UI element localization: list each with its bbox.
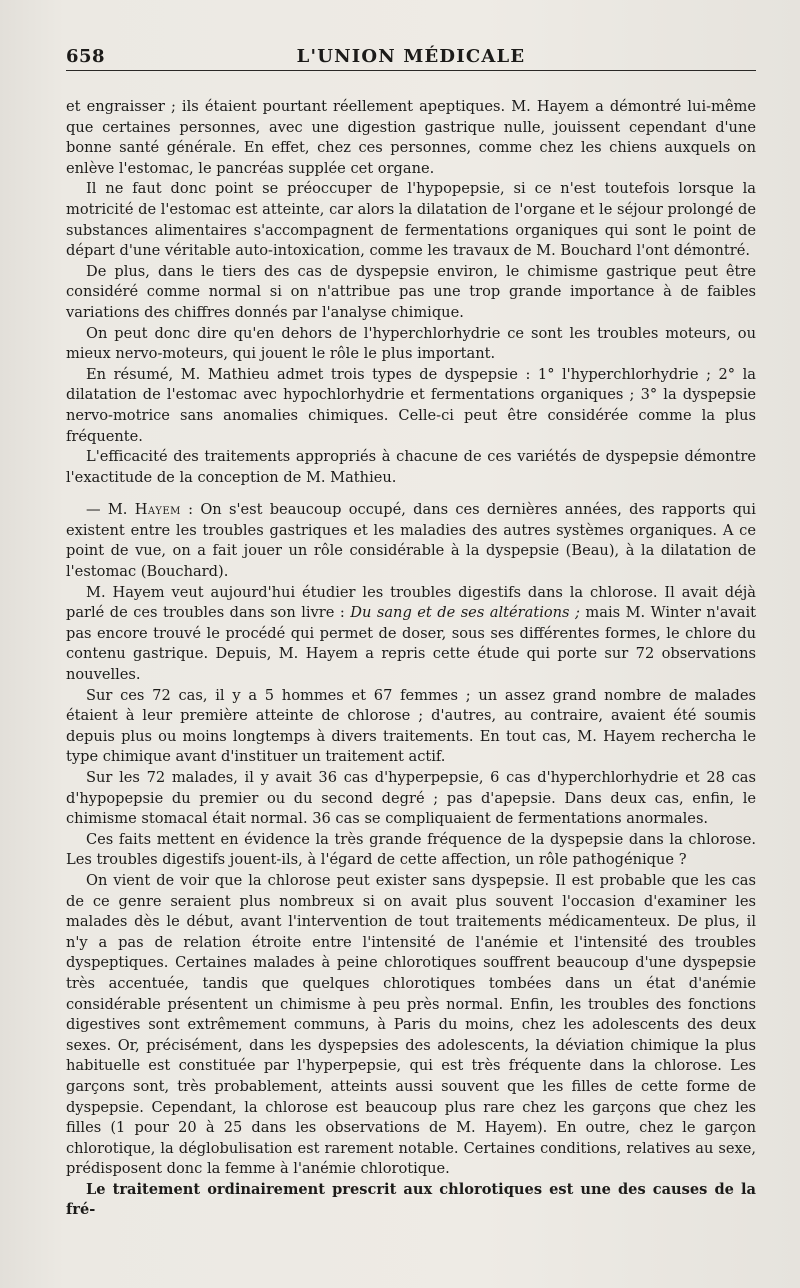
page-number: 658: [66, 46, 106, 67]
paragraph: De plus, dans le tiers des cas de dyspepsie environ, le chimisme gastrique peut être considéré comme normal si on n'attribue pas une trop grande importance à de faibles variations des chiffres donnés par l'analyse chimique.: [66, 262, 756, 321]
running-title: L'UNION MÉDICALE: [296, 46, 526, 67]
paragraph: L'efficacité des traitements appropriés à chacune de ces variétés de dyspepsie démontre l'exactitude de la conception de M. Mathieu.: [66, 448, 756, 486]
paragraph-continued: Le traitement ordinairement prescrit aux chlorotiques est une des causes de la fré-: [66, 1180, 756, 1219]
paragraph: On peut donc dire qu'en dehors de l'hyperchlorhydrie ce sont les troubles moteurs, ou mieux nervo-moteurs, qui jouent le rôle le plus important.: [66, 324, 756, 363]
article-body: [66, 97, 756, 1221]
paragraph: Il ne faut donc point se préoccuper de l'hypopepsie, si ce n'est toutefois lorsque la motricité de l'estomac est atteinte, car alors la dilatation de l'organe et le séjour prolongé de substances alimentaires s'accompagnent de fermentations organiques qui sont le point de départ d'une véritable auto-intoxication, comme les travaux de M. Bouchard l'ont démontré.: [66, 180, 756, 260]
paragraph-text: M. Hayem veut aujourd'hui étudier les troubles digestifs dans la chlorose. Il avait déjà parlé de ces troubles dans son livre :: [66, 583, 756, 622]
paragraph-text: mais M. Winter n'avait pas encore trouvé le procédé qui permet de doser, sous ses différentes formes, le chlore du contenu gastrique. Depuis, M. Hayem a repris cette étude qui porte sur 72 observations nouvelles.: [66, 604, 756, 684]
paragraph: Ces faits mettent en évidence la très grande fréquence de la dyspepsie dans la chlorose. Les troubles digestifs jouent-ils, à l'égard de cette affection, un rôle pathogénique ?: [66, 830, 756, 869]
paragraph-with-book-title: [66, 583, 756, 686]
paragraph: Sur les 72 malades, il y avait 36 cas d'hyperpepsie, 6 cas d'hyperchlorhydrie et 28 cas d'hypopepsie du premier ou du second degré ; pas d'apepsie. Dans deux cas, enfin, le chimisme stomacal était normal. 36 cas se compliquaient de fermentations anormales.: [66, 769, 756, 828]
speaker-name: Hayem: [134, 501, 181, 519]
paragraph-text: : On s'est beaucoup occupé, dans ces dernières années, des rapports qui existent entre les troubles gastriques et les maladies des autres systèmes organiques. A ce point de vue, on a fait jouer un rôle considérable à la dyspepsie (Beau), à la dilatation de l'estomac (Bouchard).: [66, 501, 756, 581]
book-title: Du sang et de ses altérations ;: [350, 604, 580, 622]
paragraph-hayem-intervention: [66, 500, 756, 582]
paragraph: Sur ces 72 cas, il y a 5 hommes et 67 femmes ; un assez grand nombre de malades étaient à leur première atteinte de chlorose ; d'autres, au contraire, avaient été soumis depuis plus ou moins longtemps à divers traitements. En tout cas, M. Hayem rechercha le type chimique avant d'instituer un traitement actif.: [66, 686, 756, 766]
page-header: [66, 0, 756, 71]
paragraph: et engraisser ; ils étaient pourtant réellement apeptiques. M. Hayem a démontré lui-même que certaines personnes, avec une digestion gastrique nulle, jouissent cependant d'une bonne santé générale. En effet, chez ces personnes, comme chez les chiens auxquels on enlève l'estomac, le pancréas supplée cet organe.: [66, 98, 756, 177]
paragraph: En résumé, M. Mathieu admet trois types de dyspepsie : 1° l'hyperchlorhydrie ; 2° la dilatation de l'estomac avec hypochlorhydrie et fermentations organiques ; 3° la dyspepsie nervo-motrice sans anomalies chimiques. Celle-ci peut être considérée comme la plus fréquente.: [66, 365, 756, 445]
paragraph: On vient de voir que la chlorose peut exister sans dyspepsie. Il est probable que les cas de ce genre seraient plus nombreux si on avait plus souvent l'occasion d'examiner les malades dès le début, avant l'intervention de tout traitements médicamenteux. De plus, il n'y a pas de relation étroite entre l'intensité de l'anémie et l'intensité des troubles dyspeptiques. Certaines malades à peine chlorotiques souffrent beaucoup d'une dyspepsie très accentuée, tandis que quelques chlorotiques tombées dans un état d'anémie considérable présentent un chimisme à peu près normal. Enfin, les troubles des fonctions digestives sont extrêmement communs, à Paris du moins, chez les adolescents des deux sexes. Or, précisément, dans les dyspepsies des adolescents, la déviation chimique la plus habituelle est constituée par l'hyperpepsie, qui est très fréquente dans la chlorose. Les garçons sont, très probablement, atteints aussi souvent que les filles de cette forme de dyspepsie. Cependant, la chlorose est beaucoup plus rare chez les garçons que chez les filles (1 pour 20 à 25 dans les observations de M. Hayem). En outre, chez le garçon chlorotique, la déglobulisation est rarement notable. Certaines conditions, relatives au sexe, prédisposent donc la femme à l'anémie chlorotique.: [66, 871, 756, 1178]
dash-lead: — M.: [86, 501, 135, 519]
